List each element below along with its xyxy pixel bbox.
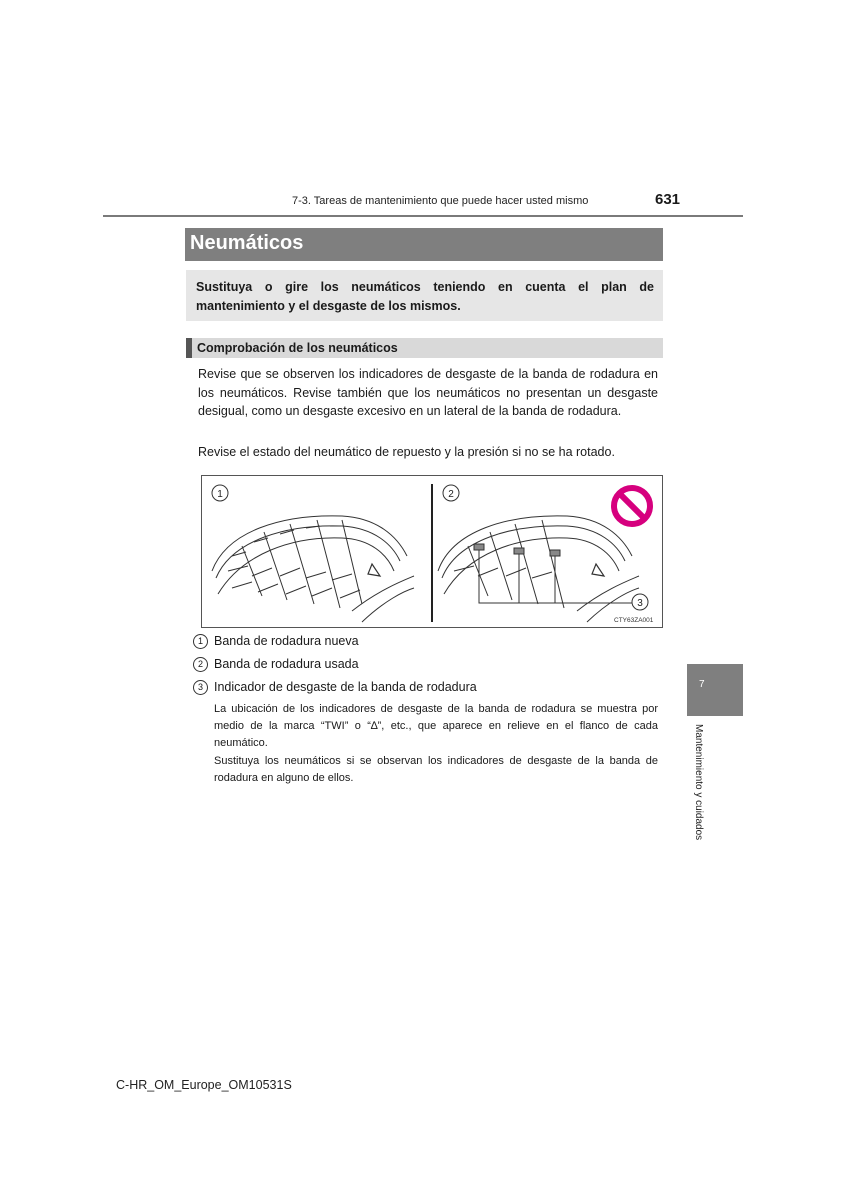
legend-number: 1: [193, 634, 208, 649]
legend-label: Banda de rodadura usada: [214, 657, 359, 671]
paragraph-spare-check: Revise el estado del neumático de repuesto y la presión si no se ha rotado.: [198, 445, 615, 459]
legend-label: Banda de rodadura nueva: [214, 634, 359, 648]
callout-3: [632, 594, 648, 610]
prohibited-icon: [614, 488, 650, 524]
chapter-number: 7: [699, 679, 705, 690]
svg-text:3: 3: [637, 598, 643, 609]
page-title: Neumáticos: [190, 232, 304, 254]
tire-illustration: [202, 476, 662, 627]
new-tread-tire: [212, 516, 414, 622]
subsection-marker: [186, 338, 192, 358]
chapter-label: Mantenimiento y cuidados: [693, 724, 704, 841]
legend-label: Indicador de desgaste de la banda de rodadura: [214, 680, 477, 694]
paragraph-tread-check: Revise que se observen los indicadores de desgaste de la banda de rodadura en los neumáticos. Revise también que los neumáticos no presentan un desgaste desigual, como un desgaste excesivo en un lateral de la banda de rodadura.: [198, 367, 658, 418]
legend-number: 3: [193, 680, 208, 695]
document-footer: C-HR_OM_Europe_OM10531S: [116, 1078, 292, 1092]
legend-item-1: [193, 634, 359, 649]
legend-number: 2: [193, 657, 208, 672]
svg-text:1: 1: [217, 489, 223, 500]
callout-1: [212, 485, 228, 501]
legend-item-2: [193, 657, 359, 672]
subsection-title: Comprobación de los neumáticos: [197, 341, 398, 355]
intro-text: Sustituya o gire los neumáticos teniendo en cuenta el plan de mantenimiento y el desgaste de los mismos.: [196, 280, 654, 313]
tire-figure: [201, 475, 663, 628]
svg-text:2: 2: [448, 489, 454, 500]
running-header: 7-3. Tareas de mantenimiento que puede hacer usted mismo: [292, 195, 589, 207]
figure-code: CTY63ZA001: [614, 617, 654, 624]
legend-item-3: [193, 680, 477, 695]
note-replace-tires: Sustituya los neumáticos si se observan los indicadores de desgaste de la banda de rodadura en alguno de ellos.: [214, 755, 658, 784]
callout-2: [443, 485, 459, 501]
chapter-tab: [687, 664, 743, 716]
page-number: 631: [655, 191, 681, 208]
header-rule: [103, 215, 743, 217]
note-twi-location: La ubicación de los indicadores de desgaste de la banda de rodadura se muestra por medio de la marca “TWI” o “∆”, etc., que aparece en relieve en el flanco de cada neumático.: [214, 703, 658, 749]
used-tread-tire: [438, 516, 639, 622]
